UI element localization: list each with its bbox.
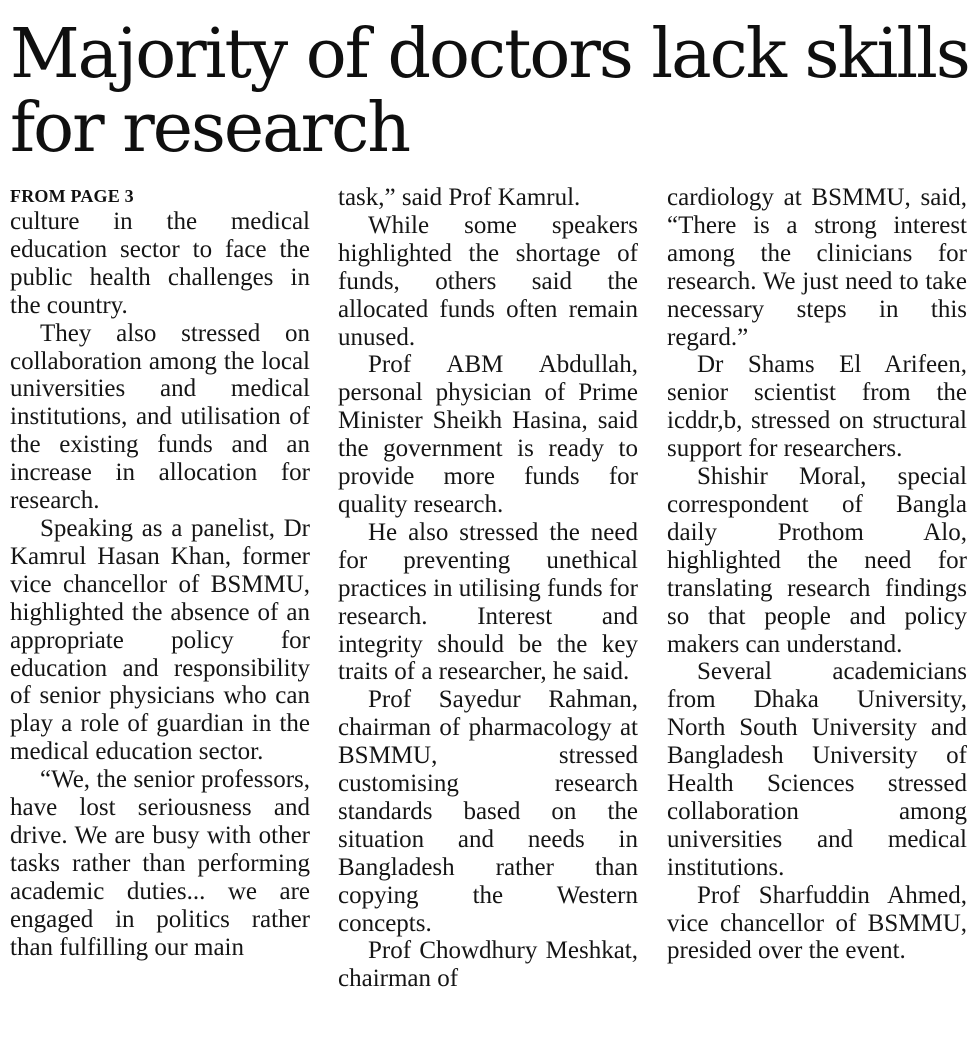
paragraph: Several academicians from Dhaka University, North South University and Bangladesh University of Health Sciences stressed collaboration among universities and medical institutions. xyxy=(667,658,967,881)
paragraph: Shishir Moral, special correspondent of Bangla daily Prothom Alo, highlighted the need for translating research findings so that people and policy makers can understand. xyxy=(667,463,967,658)
paragraph: “We, the senior professors, have lost seriousness and drive. We are busy with other tasks rather than performing academic duties... we are engaged in politics rather than fulfilling our main xyxy=(10,766,310,961)
continuation-kicker: FROM PAGE 3 xyxy=(10,186,134,206)
article-column-3 xyxy=(667,184,967,965)
paragraph: Prof Sayedur Rahman, chairman of pharmacology at BSMMU, stressed customising research standards based on the situation and needs in Bangladesh rather than copying the Western concepts. xyxy=(338,686,638,937)
article-column-2 xyxy=(338,184,638,993)
paragraph: cardiology at BSMMU, said, “There is a strong interest among the clinicians for research. We just need to take necessary steps in this regard.” xyxy=(667,184,967,351)
paragraph: culture in the medical education sector to face the public health challenges in the country. xyxy=(10,208,310,319)
article-column-1 xyxy=(10,184,310,961)
headline: Majority of doctors lack skills for research xyxy=(10,15,969,168)
paragraph: Prof ABM Abdullah, personal physician of Prime Minister Sheikh Hasina, said the government is ready to provide more funds for quality research. xyxy=(338,351,638,518)
paragraph: While some speakers highlighted the shortage of funds, others said the allocated funds often remain unused. xyxy=(338,211,638,351)
paragraph: Prof Sharfuddin Ahmed, vice chancellor of BSMMU, presided over the event. xyxy=(667,881,967,965)
paragraph: Speaking as a panelist, Dr Kamrul Hasan Khan, former vice chancellor of BSMMU, highlighted the absence of an appropriate policy for education and responsibility of senior physicians who can play a role of guardian in the medical education sector. xyxy=(10,514,310,766)
paragraph: They also stressed on collaboration among the local universities and medical institutions, and utilisation of the existing funds and an increase in allocation for research. xyxy=(10,319,310,515)
paragraph: task,” said Prof Kamrul. xyxy=(338,184,581,211)
paragraph: He also stressed the need for preventing unethical practices in utilising funds for research. Interest and integrity should be the key traits of a researcher, he said. xyxy=(338,518,638,686)
paragraph: Prof Chowdhury Meshkat, chairman of xyxy=(338,937,638,993)
paragraph: Dr Shams El Arifeen, senior scientist from the icddr,b, stressed on structural support for researchers. xyxy=(667,351,967,463)
